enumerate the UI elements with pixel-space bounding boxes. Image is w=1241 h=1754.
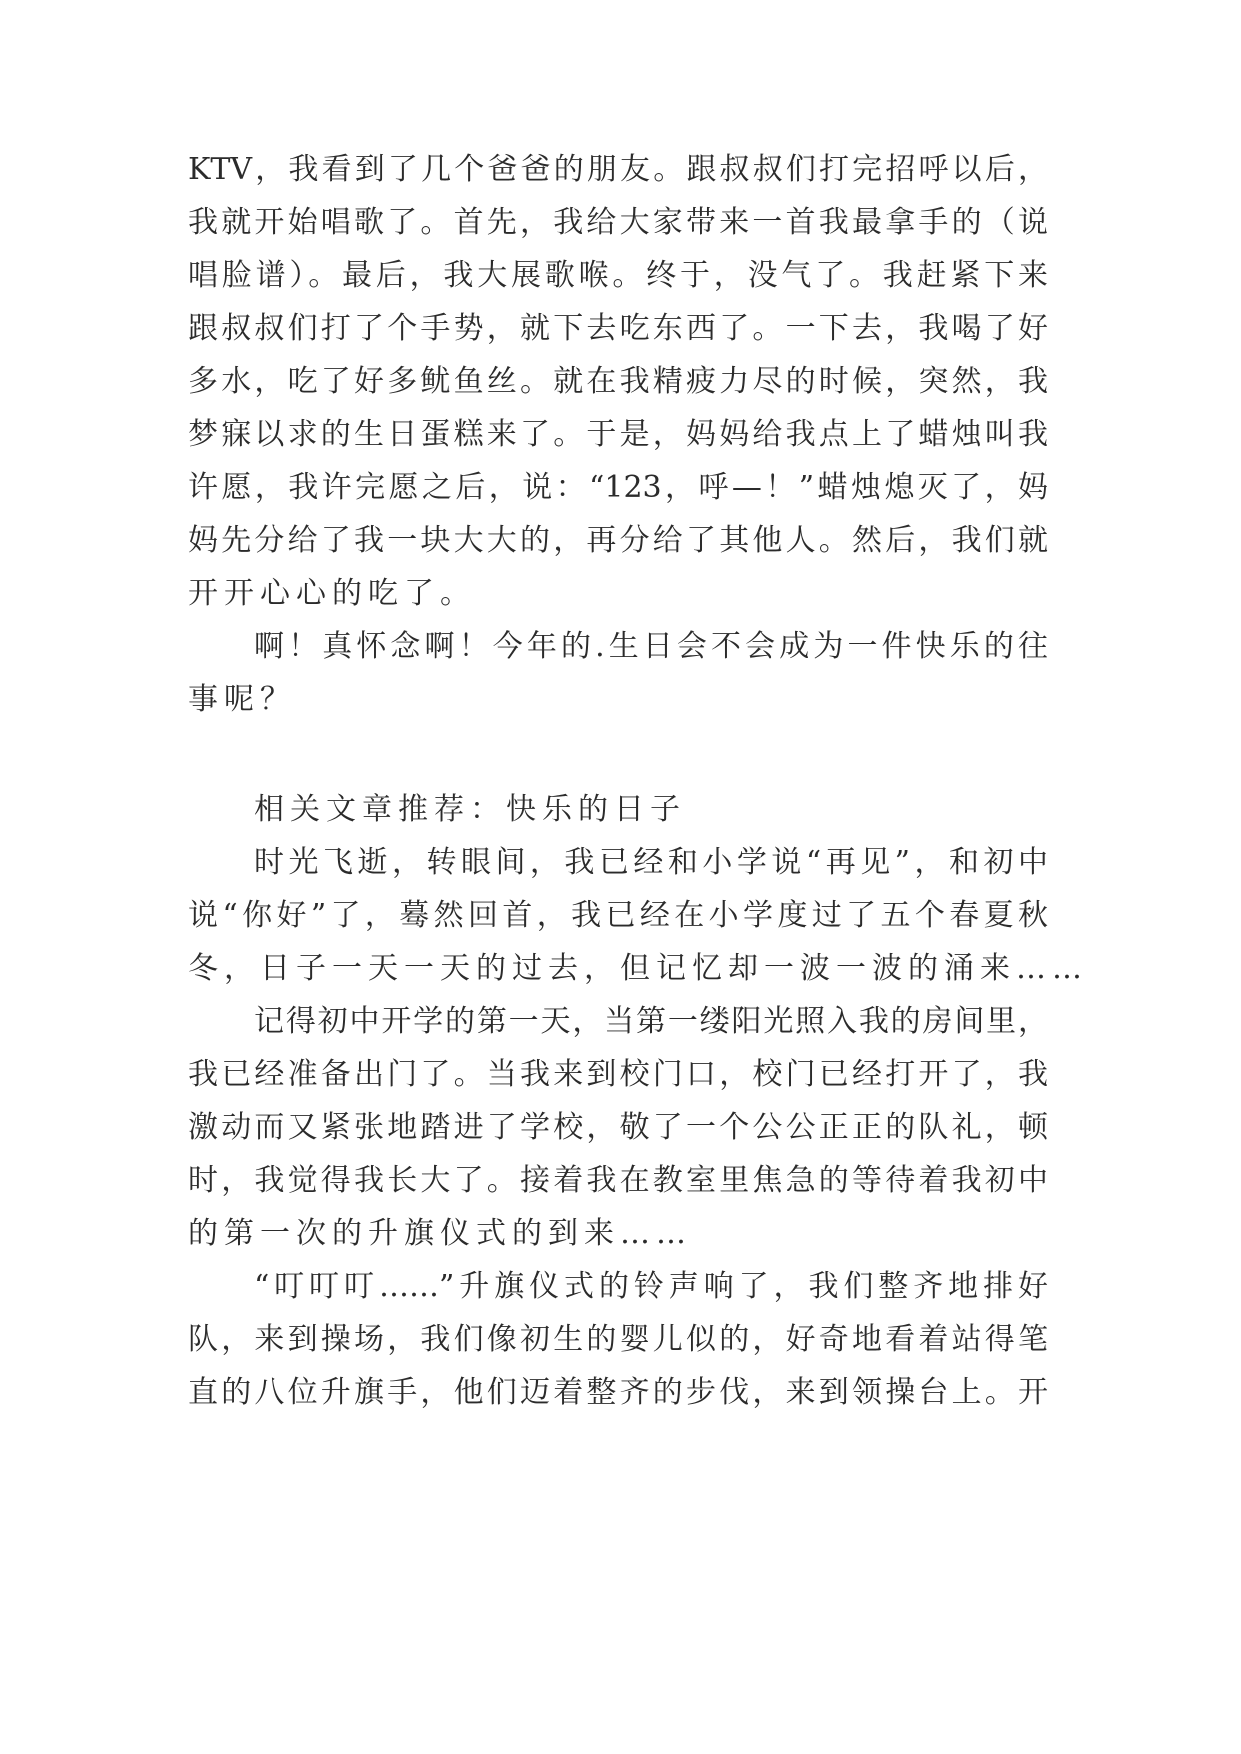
text-line: 我已经准备出门了。当我来到校门口，校门已经打开了，我: [188, 1057, 1048, 1092]
text-line: 事呢？: [188, 682, 296, 717]
text-line: 开开心心的吃了。: [188, 576, 476, 611]
text-line: 啊！真怀念啊！今年的.生日会不会成为一件快乐的往: [254, 629, 1048, 664]
text-line: 记得初中开学的第一天，当第一缕阳光照入我的房间里，: [254, 1004, 1048, 1039]
text-line: 队，来到操场，我们像初生的婴儿似的，好奇地看着站得笔: [188, 1322, 1048, 1357]
text-line: 的第一次的升旗仪式的到来……: [188, 1216, 692, 1251]
text-line: 唱脸谱）。最后，我大展歌喉。终于，没气了。我赶紧下来: [188, 258, 1048, 293]
text-line: KTV，我看到了几个爸爸的朋友。跟叔叔们打完招呼以后，: [188, 152, 1048, 187]
text-line: 时，我觉得我长大了。接着我在教室里焦急的等待着我初中: [188, 1163, 1048, 1198]
text-line: 妈先分给了我一块大大的，再分给了其他人。然后，我们就: [188, 523, 1048, 558]
text-line: 我就开始唱歌了。首先，我给大家带来一首我最拿手的（说: [188, 205, 1048, 240]
text-line: 冬，日子一天一天的过去，但记忆却一波一波的涌来……: [188, 951, 1088, 986]
text-line: 跟叔叔们打了个手势，就下去吃东西了。一下去，我喝了好: [188, 311, 1048, 346]
text-line: “叮叮叮……”升旗仪式的铃声响了，我们整齐地排好: [254, 1269, 1048, 1304]
text-line: 梦寐以求的生日蛋糕来了。于是，妈妈给我点上了蜡烛叫我: [188, 417, 1048, 452]
text-line: 说“你好”了，蓦然回首，我已经在小学度过了五个春夏秋: [188, 898, 1048, 933]
text-line: 许愿，我许完愿之后，说：“123，呼—！”蜡烛熄灭了，妈: [188, 470, 1048, 505]
text-line: 激动而又紧张地踏进了学校，敬了一个公公正正的队礼，顿: [188, 1110, 1048, 1145]
text-line: 直的八位升旗手，他们迈着整齐的步伐，来到领操台上。开: [188, 1375, 1048, 1410]
related-article-heading: 相关文章推荐：快乐的日子: [254, 792, 686, 827]
text-line: 多水，吃了好多鱿鱼丝。就在我精疲力尽的时候，突然，我: [188, 364, 1048, 399]
text-line: 时光飞逝，转眼间，我已经和小学说“再见”，和初中: [254, 845, 1048, 880]
